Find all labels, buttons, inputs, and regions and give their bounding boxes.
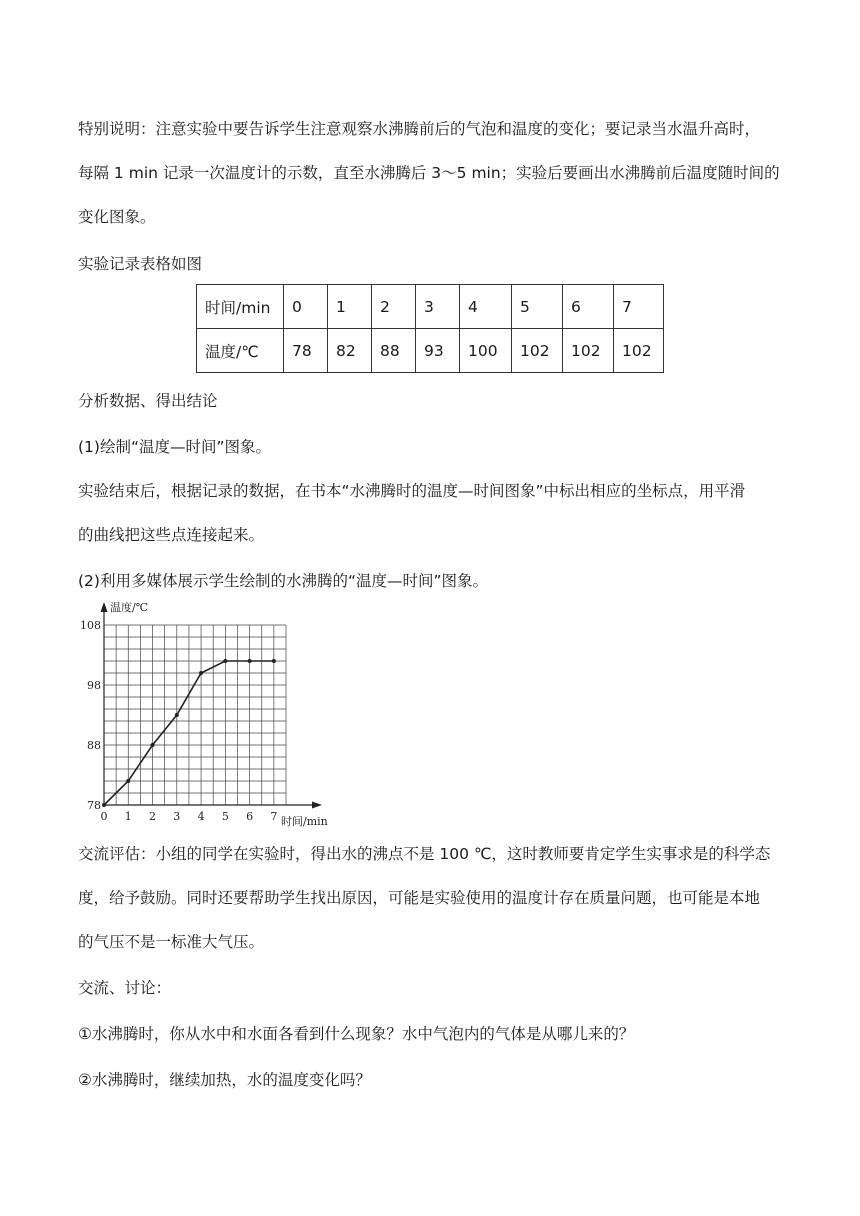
y-axis-label: 温度/℃ — [110, 601, 149, 614]
table-cell: 3 — [416, 285, 460, 329]
paragraph: (2)利用多媒体展示学生绘制的水沸腾的“温度—时间”图象。 — [78, 572, 489, 590]
x-axis-label: 时间/min — [281, 815, 328, 828]
x-axis-arrow-icon — [312, 802, 322, 809]
table-cell: 82 — [328, 329, 372, 373]
x-tick-label: 3 — [173, 810, 181, 823]
paragraph: 交流、讨论： — [78, 979, 172, 997]
table-cell: 7 — [614, 285, 664, 329]
x-tick-label: 7 — [270, 810, 278, 823]
paragraph: 实验结束后，根据记录的数据，在书本“水沸腾时的温度—时间图象”中标出相应的坐标点，用平滑 — [78, 482, 746, 500]
table-cell: 102 — [614, 329, 664, 373]
paragraph: 特别说明：注意实验中要告诉学生注意观察水沸腾前后的气泡和温度的变化；要记录当水温升高时， — [78, 120, 761, 138]
temperature-time-chart — [78, 596, 338, 830]
y-axis-arrow-icon — [101, 602, 108, 612]
paragraph: 交流评估：小组的同学在实验时，得出水的沸点不是 100 ℃，这时教师要肯定学生实事求是的科学态 — [78, 845, 771, 863]
paragraph: 变化图象。 — [78, 208, 156, 226]
x-tick-label: 0 — [100, 810, 108, 823]
paragraph: 分析数据、得出结论 — [78, 392, 218, 410]
x-tick-label: 2 — [149, 810, 157, 823]
paragraph: 度，给予鼓励。同时还要帮助学生找出原因，可能是实验使用的温度计存在质量问题，也可能是本地 — [78, 889, 761, 907]
table-cell: 0 — [284, 285, 328, 329]
table-cell: 5 — [512, 285, 563, 329]
x-tick-label: 6 — [246, 810, 254, 823]
table-header-cell: 温度/℃ — [197, 329, 284, 373]
table-cell: 4 — [460, 285, 512, 329]
table-cell: 100 — [460, 329, 512, 373]
y-tick-label: 98 — [87, 679, 101, 692]
table-cell: 102 — [512, 329, 563, 373]
paragraph: 的曲线把这些点连接起来。 — [78, 526, 265, 544]
data-point — [175, 713, 179, 717]
table-row — [197, 329, 664, 373]
paragraph: ①水沸腾时，你从水中和水面各看到什么现象？水中气泡内的气体是从哪儿来的？ — [78, 1025, 635, 1043]
paragraph: ②水沸腾时，继续加热，水的温度变化吗？ — [78, 1071, 371, 1089]
table-cell: 102 — [563, 329, 614, 373]
table-cell: 88 — [372, 329, 416, 373]
paragraph: 实验记录表格如图 — [78, 255, 203, 273]
y-tick-label: 78 — [87, 799, 101, 812]
record-table — [196, 284, 664, 373]
table-cell: 2 — [372, 285, 416, 329]
y-tick-label: 108 — [80, 619, 101, 632]
table-cell: 78 — [284, 329, 328, 373]
data-point — [223, 659, 227, 663]
paragraph: (1)绘制“温度—时间”图象。 — [78, 438, 272, 456]
table-cell: 93 — [416, 329, 460, 373]
table-cell: 1 — [328, 285, 372, 329]
paragraph: 的气压不是一标准大气压。 — [78, 933, 265, 951]
y-tick-label: 88 — [87, 739, 101, 752]
table-row — [197, 285, 664, 329]
x-tick-label: 5 — [221, 810, 229, 823]
data-point — [126, 779, 130, 783]
data-point — [151, 743, 155, 747]
data-point — [102, 803, 106, 807]
data-point — [199, 671, 203, 675]
x-tick-label: 4 — [197, 810, 205, 823]
data-point — [272, 659, 276, 663]
data-point — [248, 659, 252, 663]
table-cell: 6 — [563, 285, 614, 329]
paragraph: 每隔 1 min 记录一次温度计的示数，直至水沸腾后 3～5 min；实验后要画出水沸腾前后温度随时间的 — [78, 164, 780, 182]
table-header-cell: 时间/min — [197, 285, 284, 329]
x-tick-label: 1 — [124, 810, 132, 823]
